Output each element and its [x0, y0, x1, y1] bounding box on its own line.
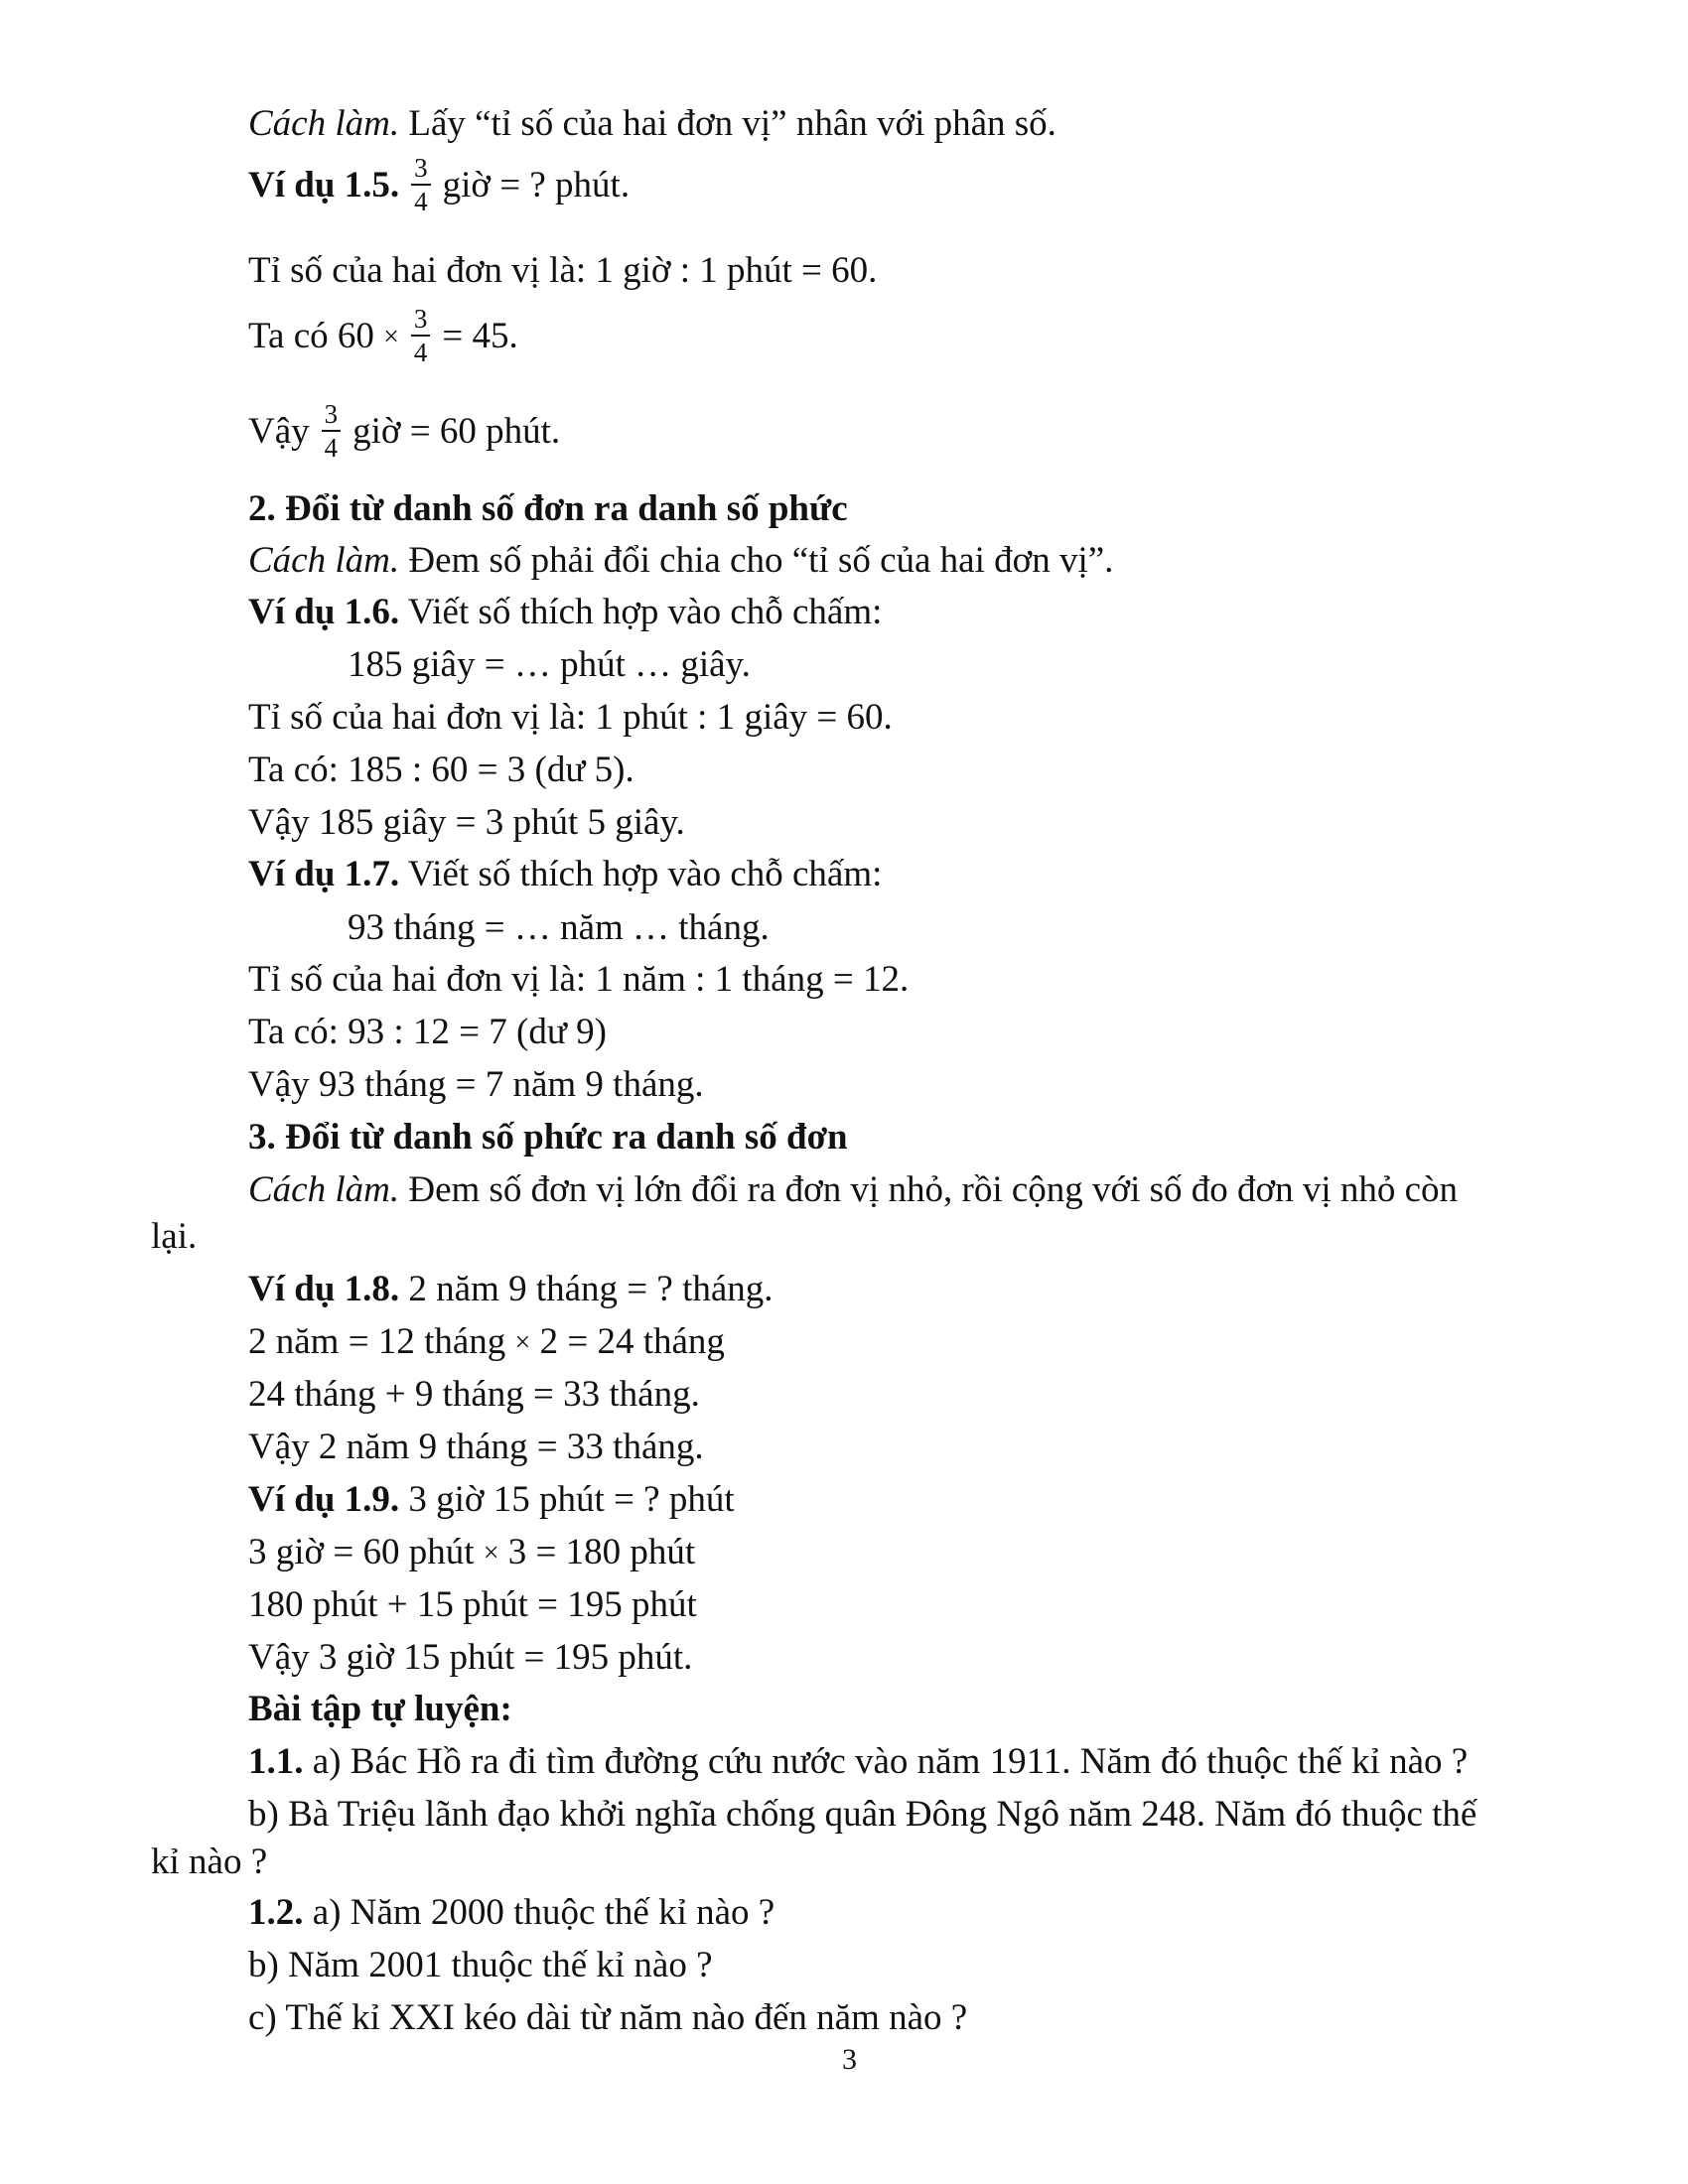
exercise-heading: Bài tập tự luyện:: [248, 1689, 512, 1729]
exercise-1-1a: 1.1. a) Bác Hồ ra đi tìm đường cứu nước vào năm 1911. Năm đó thuộc thế kỉ nào ?: [248, 1741, 1469, 1782]
example-label: Ví dụ 1.9.: [248, 1479, 400, 1520]
times-sign: ×: [514, 1327, 531, 1358]
exercise-1-2a: 1.2. a) Năm 2000 thuộc thế kỉ nào ?: [248, 1892, 775, 1933]
calc-line: 3 giờ = 60 phút × 3 = 180 phút: [248, 1532, 696, 1572]
exercise-1-1b-continuation: kỉ nào ?: [151, 1842, 268, 1882]
example-text: 3 giờ 15 phút = ? phút: [399, 1479, 735, 1520]
example-label: Ví dụ 1.7.: [248, 854, 400, 894]
method-label: Cách làm.: [248, 540, 400, 581]
answer-line: Vậy 3 giờ 15 phút = 195 phút.: [248, 1637, 693, 1678]
method-text: Lấy “tỉ số của hai đơn vị” nhân với phân số.: [399, 103, 1056, 144]
problem-line: 185 giây = … phút … giây.: [348, 644, 751, 685]
exercise-label: 1.1.: [248, 1741, 304, 1782]
example-label: Ví dụ 1.6.: [248, 592, 400, 632]
example-1-8: [248, 1271, 774, 1307]
calc-line: 180 phút + 15 phút = 195 phút: [248, 1584, 697, 1625]
answer-line: Vậy 2 năm 9 tháng = 33 tháng.: [248, 1427, 704, 1467]
method-line: [248, 1171, 1458, 1208]
calc-line: Ta có: 185 : 60 = 3 (dư 5).: [248, 750, 634, 790]
section-heading-2: 2. Đổi từ danh số đơn ra danh số phức: [248, 488, 848, 529]
calc-line: 2 năm = 12 tháng × 2 = 24 tháng: [248, 1321, 725, 1362]
calc-line: Ta có: 93 : 12 = 7 (dư 9): [248, 1012, 607, 1052]
calc-line: Ta có 60 × $\frac{3}{4}$ = 45.: [248, 304, 518, 367]
example-1-9: [248, 1481, 735, 1518]
section-heading-3: 3. Đổi từ danh số phức ra danh số đơn: [248, 1117, 848, 1158]
method-line: [248, 105, 1056, 142]
example-text: Viết số thích hợp vào chỗ chấm:: [399, 592, 883, 632]
example-1-6: [248, 594, 882, 630]
example-text: giờ = ? phút.: [442, 165, 631, 206]
page-number: 3: [842, 2043, 857, 2076]
example-text: Viết số thích hợp vào chỗ chấm:: [399, 854, 883, 894]
exercise-1-1b: b) Bà Triệu lãnh đạo khởi nghĩa chống quân Đông Ngô năm 248. Năm đó thuộc thế: [248, 1794, 1477, 1835]
method-text: Đem số đơn vị lớn đổi ra đơn vị nhỏ, rồi cộng với số đo đơn vị nhỏ còn: [399, 1169, 1459, 1210]
ratio-line: Tỉ số của hai đơn vị là: 1 năm : 1 tháng = 12.: [248, 959, 910, 1000]
calc-line: 24 tháng + 9 tháng = 33 tháng.: [248, 1374, 700, 1415]
method-line: [248, 542, 1113, 579]
answer-line: Vậy $\frac{3}{4}$ giờ = 60 phút.: [248, 399, 561, 463]
example-label: Ví dụ 1.8.: [248, 1269, 400, 1309]
answer-line: Vậy 185 giây = 3 phút 5 giây.: [248, 802, 685, 843]
answer-line: Vậy 93 tháng = 7 năm 9 tháng.: [248, 1064, 704, 1105]
ratio-line: Tỉ số của hai đơn vị là: 1 giờ : 1 phút = 60.: [248, 250, 878, 291]
exercise-1-2b: b) Năm 2001 thuộc thế kỉ nào ?: [248, 1945, 713, 1985]
ratio-line: Tỉ số của hai đơn vị là: 1 phút : 1 giây = 60.: [248, 697, 893, 738]
method-label: Cách làm.: [248, 1169, 400, 1210]
fraction: $\frac{3}{4}$: [411, 154, 431, 216]
times-sign: ×: [383, 322, 399, 353]
example-1-7: [248, 856, 882, 892]
example-label: Ví dụ 1.5.: [248, 165, 400, 206]
method-continuation: lại.: [151, 1216, 198, 1257]
fraction: $\frac{3}{4}$: [411, 305, 431, 367]
problem-line: 93 tháng = … năm … tháng.: [348, 907, 770, 948]
method-label: Cách làm.: [248, 103, 400, 144]
fraction: $\frac{3}{4}$: [322, 400, 342, 463]
exercise-1-2c: c) Thế kỉ XXI kéo dài từ năm nào đến năm nào ?: [248, 1997, 968, 2038]
exercise-label: 1.2.: [248, 1892, 304, 1933]
example-1-5: [248, 153, 631, 219]
method-text: Đem số phải đổi chia cho “tỉ số của hai đơn vị”.: [399, 540, 1114, 581]
example-text: 2 năm 9 tháng = ? tháng.: [399, 1269, 774, 1309]
times-sign: ×: [483, 1538, 499, 1569]
